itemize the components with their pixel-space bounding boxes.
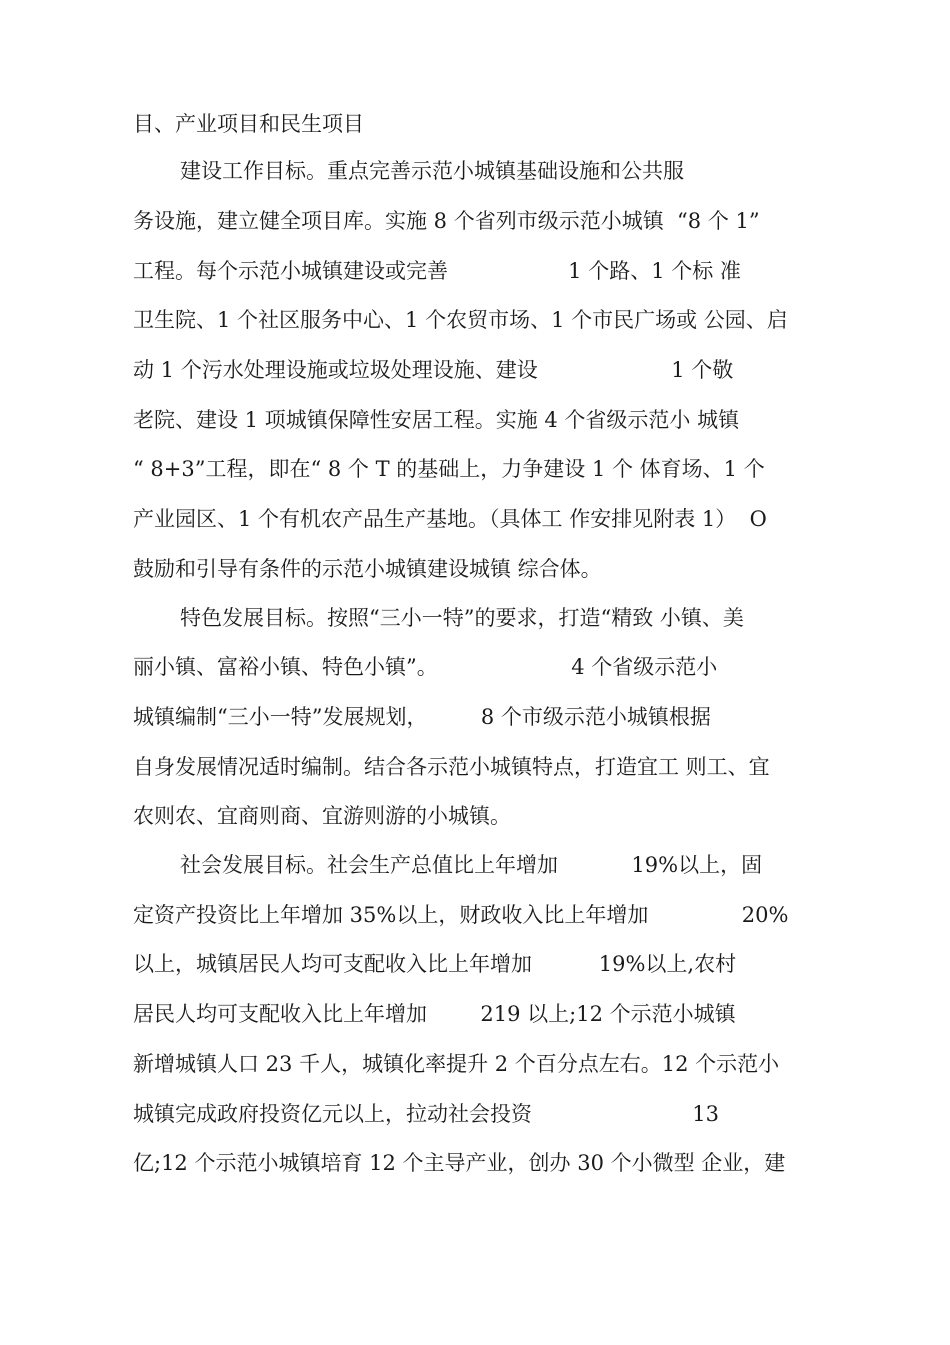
text-line-6: 动 1 个污水处理设施或垃圾处理设施、建设 1 个敬 (133, 358, 734, 382)
text-line-15: 农则农、宜商则商、宜游则游的小城镇。 (133, 804, 511, 828)
text-line-16: 社会发展目标。社会生产总值比上年增加 19%以上，固 (180, 853, 763, 877)
text-line-14: 自身发展情况适时编制。结合各示范小城镇特点，打造宜工 则工、宜 (133, 755, 770, 779)
text-line-9: 产业园区、1 个有机农产品生产基地。（具体工 作安排见附表 1） O (133, 507, 767, 531)
text-line-18: 以上，城镇居民人均可支配收入比上年增加 19%以上,农村 (133, 952, 737, 976)
text-line-10: 鼓励和引导有条件的示范小城镇建设城镇 综合体。 (133, 557, 602, 581)
text-line-4: 工程。每个示范小城镇建设或完善 1 个路、1 个标 准 (133, 259, 741, 283)
text-line-12: 丽小镇、富裕小镇、特色小镇”。 4 个省级示范小 (133, 655, 718, 679)
text-line-21: 城镇完成政府投资亿元以上，拉动社会投资 13 (133, 1102, 719, 1126)
text-line-2: 建设工作目标。重点完善示范小城镇基础设施和公共服 (180, 159, 684, 183)
text-line-22: 亿;12 个示范小城镇培育 12 个主导产业，创办 30 个小微型 企业，建 (133, 1151, 786, 1175)
text-line-19: 居民人均可支配收入比上年增加 219 以上;12 个示范小城镇 (133, 1002, 736, 1026)
text-line-1: 目、产业项目和民生项目 (133, 112, 364, 136)
text-line-17: 定资产投资比上年增加 35%以上，财政收入比上年增加 20% (133, 903, 789, 927)
text-line-7: 老院、建设 1 项城镇保障性安居工程。实施 4 个省级示范小 城镇 (133, 408, 740, 432)
text-line-20: 新增城镇人口 23 千人，城镇化率提升 2 个百分点左右。12 个示范小 (133, 1052, 780, 1076)
text-line-13: 城镇编制“三小一特”发展规划， 8 个市级示范小城镇根据 (133, 705, 711, 729)
text-line-3: 务设施，建立健全项目库。实施 8 个省列市级示范小城镇 “8 个 1” (133, 209, 760, 233)
text-line-11: 特色发展目标。按照“三小一特”的要求，打造“精致 小镇、美 (180, 606, 744, 630)
text-line-8: “ 8+3”工程，即在“ 8 个 T 的基础上，力争建设 1 个 体育场、1 个 (133, 457, 765, 481)
text-line-5: 卫生院、1 个社区服务中心、1 个农贸市场、1 个市民广场或 公园、启 (133, 308, 788, 332)
